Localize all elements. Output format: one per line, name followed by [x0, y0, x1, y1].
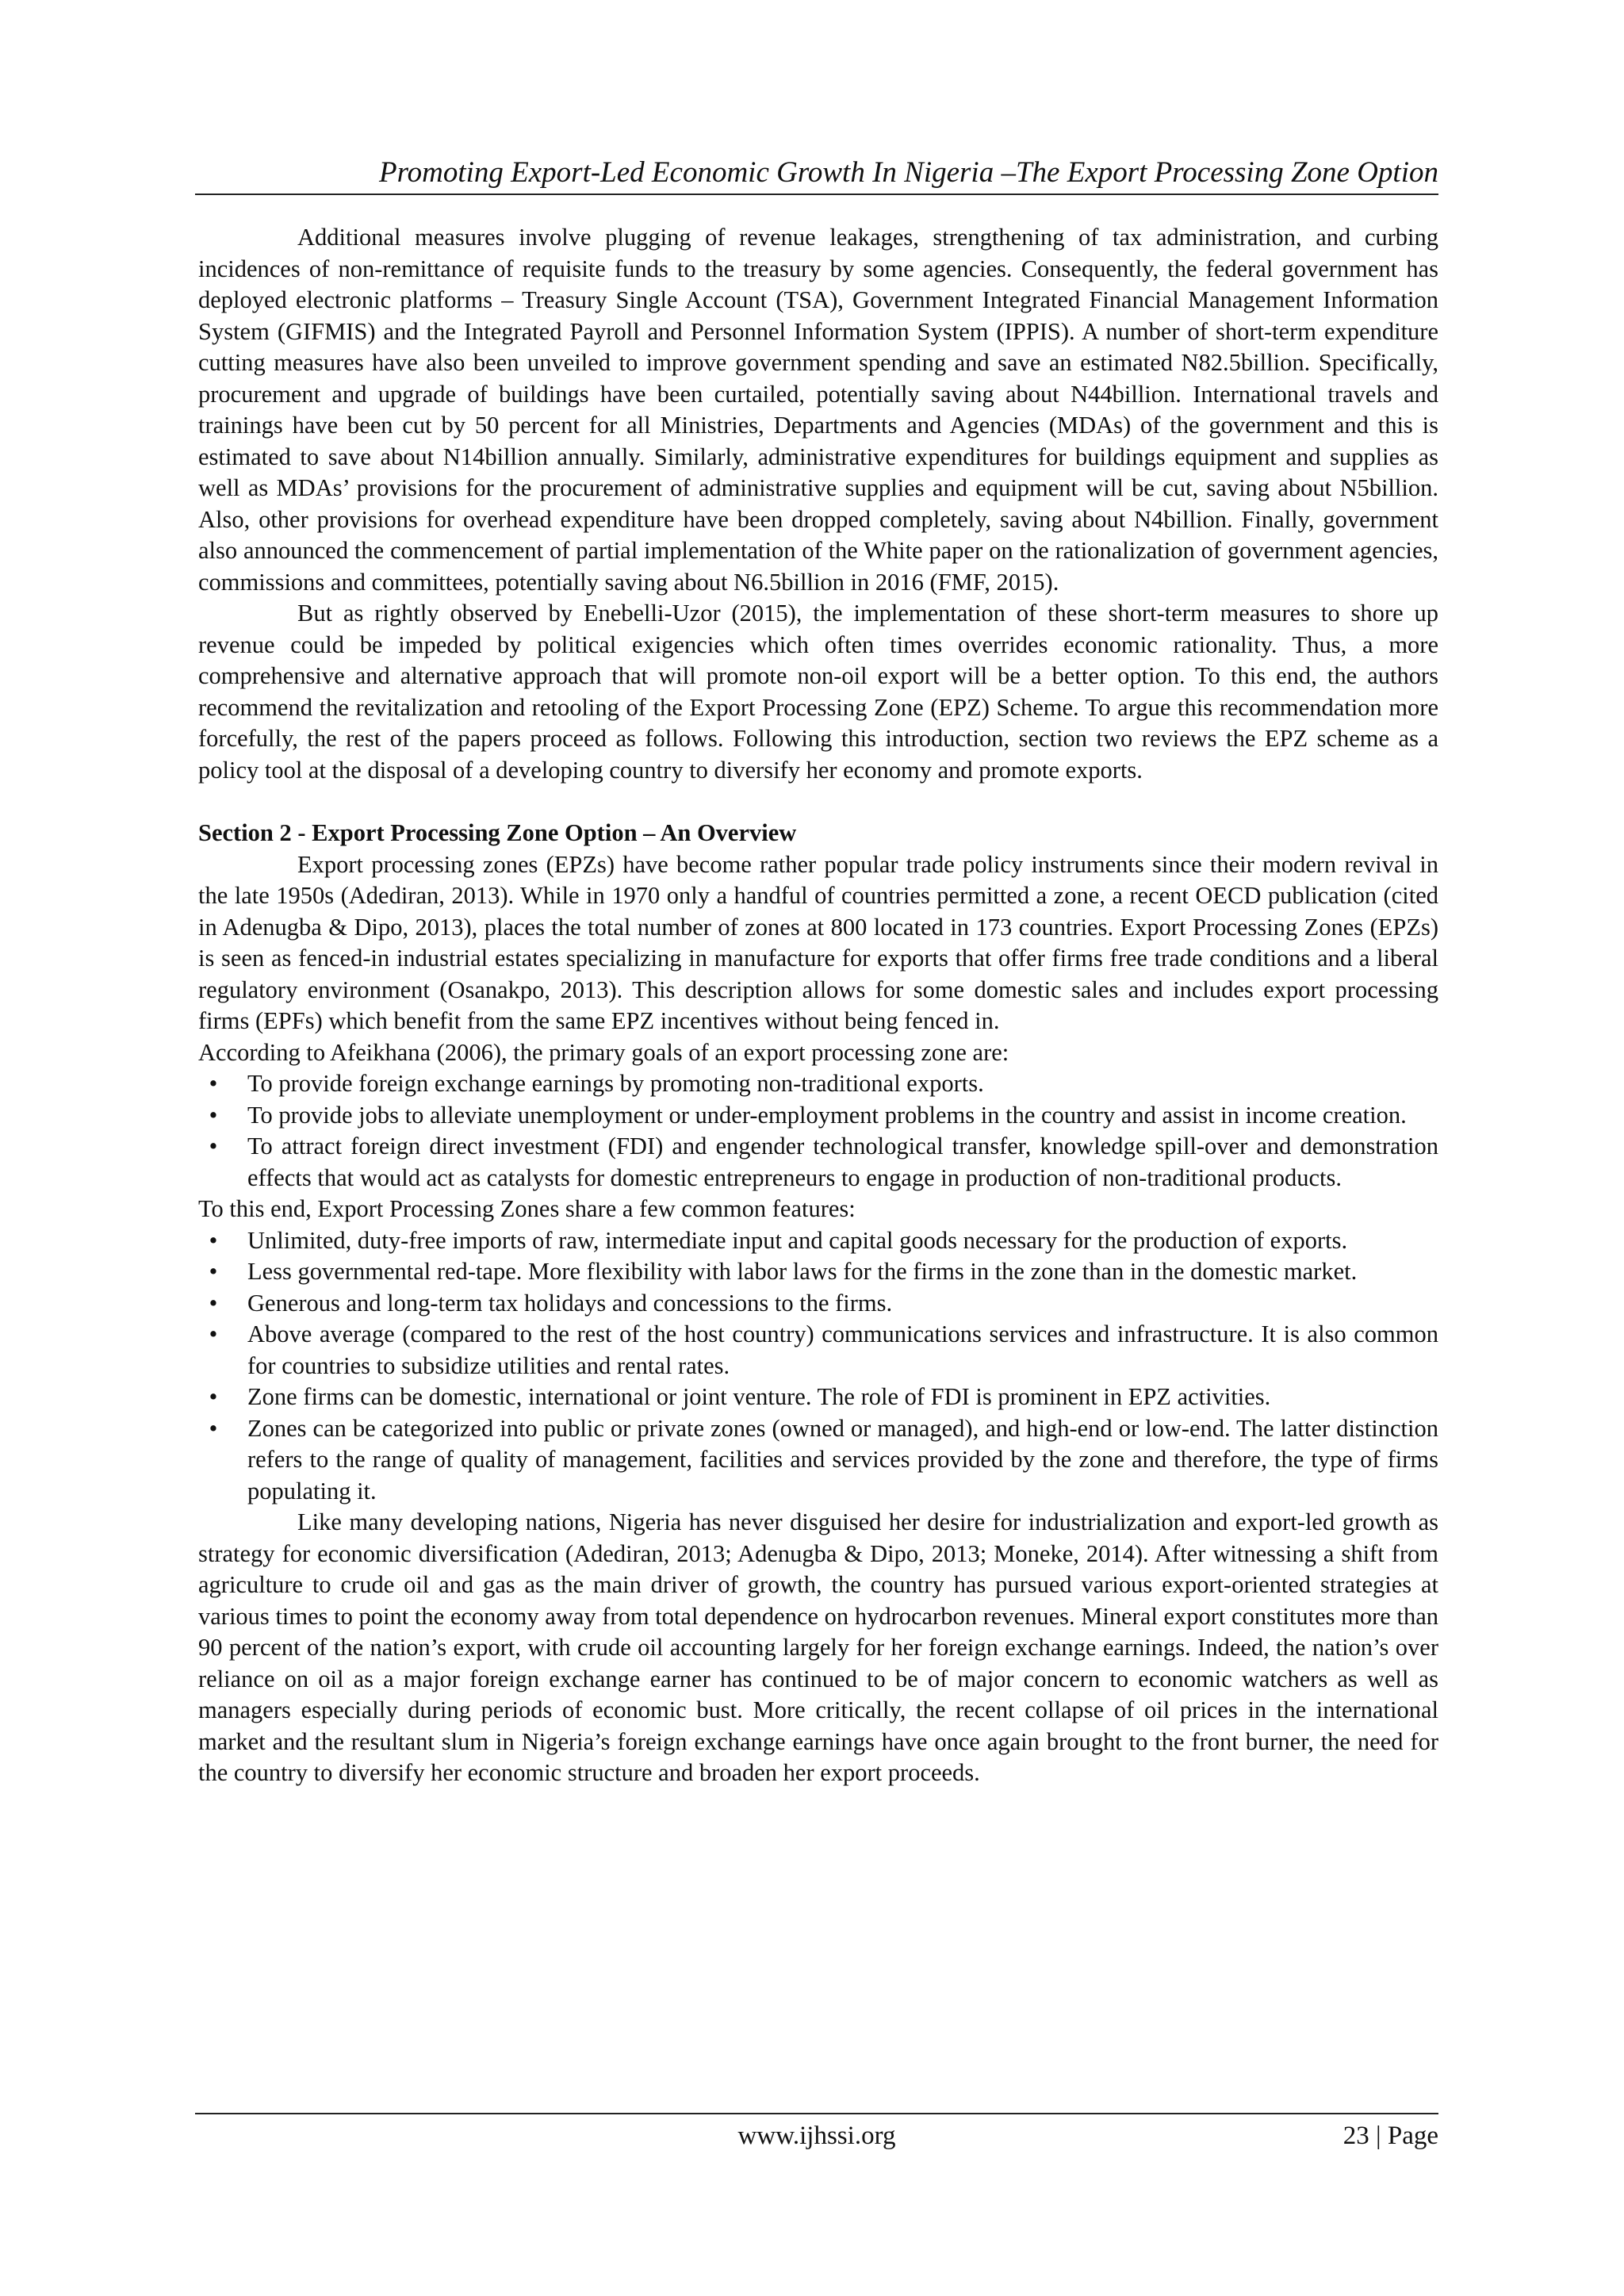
features-list	[198, 1225, 1438, 1508]
bullet-icon: •	[209, 1101, 218, 1129]
page-footer	[195, 2113, 1438, 2156]
list-item	[198, 1225, 1438, 1257]
list-item-text: Above average (compared to the rest of the host country) communications services and infrastructure. It is also common for countries to subsidize utilities and rental rates.	[247, 1320, 1438, 1379]
goals-intro: According to Afeikhana (2006), the primary goals of an export processing zone are:	[198, 1038, 1009, 1066]
list-item	[198, 1256, 1438, 1288]
bullet-icon: •	[209, 1070, 218, 1097]
journal-url: www.ijhssi.org	[737, 2122, 896, 2150]
list-item	[198, 1319, 1438, 1382]
running-title: Promoting Export-Led Economic Growth In Nigeria –The Export Processing Zone Option	[379, 156, 1438, 189]
list-item-text: Zones can be categorized into public or private zones (owned or managed), and high-end or low-end. The latter distinction refers to the range of quality of management, facilities and services provided by the zone and therefore, the type of firms populating it.	[247, 1414, 1438, 1504]
paragraph-epz-recommendation: But as rightly observed by Enebelli-Uzor (2015), the implementation of these short-term measures to shore up revenue could be impeded by political exigencies which often times overrides economic rationality. Thus, a more comprehensive and alternative approach that will promote non-oil export will be a better option. To this end, the authors recommend the revitalization and retooling of the Export Processing Zone (EPZ) Scheme. To argue this recommendation more forcefully, the rest of the papers proceed as follows. Following this introduction, section two reviews the EPZ scheme as a policy tool at the disposal of a developing country to diversify her economy and promote exports.	[198, 600, 1438, 784]
goals-list	[198, 1068, 1438, 1194]
bullet-icon: •	[209, 1320, 218, 1347]
list-item	[198, 1131, 1438, 1194]
paragraph-revenue-measures: Additional measures involve plugging of revenue leakages, strengthening of tax administration, and curbing incidences of non-remittance of requisite funds to the treasury by some agencies. Consequently, the federal government has deployed electronic platforms – Treasury Single Account (TSA), Government Integrated Financial Management Information System (GIFMIS) and the Integrated Payroll and Personnel Information System (IPPIS). A number of short-term expenditure cutting measures have also been unveiled to improve government spending and save an estimated N82.5billion. Specifically, procurement and upgrade of buildings have been curtailed, potentially saving about N44billion. International travels and trainings have been cut by 50 percent for all Ministries, Departments and Agencies (MDAs) of the government and this is estimated to save about N14billion annually. Similarly, administrative expenditures for buildings equipment and supplies as well as MDAs’ provisions for the procurement of administrative supplies and equipment will be cut, saving about N5billion. Also, other provisions for overhead expenditure have been dropped completely, saving about N4billion. Finally, government also announced the commencement of partial implementation of the White paper on the rationalization of government agencies, commissions and committees, potentially saving about N6.5billion in 2016 (FMF, 2015).	[198, 224, 1438, 596]
list-item	[198, 1288, 1438, 1320]
running-header	[195, 152, 1438, 195]
list-item-text: To provide foreign exchange earnings by promoting non-traditional exports.	[247, 1070, 984, 1097]
list-item	[198, 1382, 1438, 1413]
paragraph-nigeria-diversification: Like many developing nations, Nigeria has never disguised her desire for industrialization and export-led growth as strategy for economic diversification (Adediran, 2013; Adenugba & Dipo, 2013; Moneke, 2014). After witnessing a shift from agriculture to crude oil and gas as the main driver of growth, the country has pursued various export-oriented strategies at various times to point the economy away from total dependence on hydrocarbon revenues. Mineral export constitutes more than 90 percent of the nation’s export, with crude oil accounting largely for her foreign exchange earnings. Indeed, the nation’s over reliance on oil as a major foreign exchange earner has continued to be of major concern to economic watchers as well as managers especially during periods of economic bust. More critically, the recent collapse of oil prices in the international market and the resultant slum in Nigeria’s foreign exchange earnings have once again brought to the front burner, the need for the country to diversify her economic structure and broaden her export proceeds.	[198, 1508, 1438, 1786]
section-2-heading: Section 2 - Export Processing Zone Option – An Overview	[198, 819, 797, 846]
list-item-text: To attract foreign direct investment (FDI) and engender technological transfer, knowledge spill-over and demonstration effects that would act as catalysts for domestic entrepreneurs to engage in production of non-traditional products.	[247, 1133, 1438, 1191]
list-item	[198, 1413, 1438, 1508]
features-intro: To this end, Export Processing Zones share a few common features:	[198, 1195, 856, 1222]
bullet-icon: •	[209, 1133, 218, 1159]
bullet-icon: •	[209, 1289, 218, 1317]
bullet-icon: •	[209, 1383, 218, 1410]
list-item-text: Generous and long-term tax holidays and concessions to the firms.	[247, 1289, 893, 1317]
list-item	[198, 1068, 1438, 1100]
page-body	[198, 222, 1438, 1789]
list-item-text: To provide jobs to alleviate unemployment or under-employment problems in the country and assist in income creation.	[247, 1101, 1407, 1129]
paragraph-epz-overview: Export processing zones (EPZs) have become rather popular trade policy instruments since their modern revival in the late 1950s (Adediran, 2013). While in 1970 only a handful of countries permitted a zone, a recent OECD publication (cited in Adenugba & Dipo, 2013), places the total number of zones at 800 located in 173 countries. Export Processing Zones (EPZs) is seen as fenced-in industrial estates specializing in manufacture for exports that offer firms free trade conditions and a liberal regulatory environment (Osanakpo, 2013). This description allows for some domestic sales and includes export processing firms (EPFs) which benefit from the same EPZ incentives without being fenced in.	[198, 850, 1438, 1034]
page-number: 23 | Page	[1342, 2122, 1438, 2150]
list-item-text: Unlimited, duty-free imports of raw, intermediate input and capital goods necessary for the production of exports.	[247, 1226, 1348, 1254]
bullet-icon: •	[209, 1226, 218, 1254]
list-item-text: Less governmental red-tape. More flexibility with labor laws for the firms in the zone than in the domestic market.	[247, 1258, 1358, 1285]
list-item-text: Zone firms can be domestic, international or joint venture. The role of FDI is prominent in EPZ activities.	[247, 1383, 1271, 1410]
list-item	[198, 1100, 1438, 1132]
bullet-icon: •	[209, 1258, 218, 1285]
bullet-icon: •	[209, 1414, 218, 1442]
